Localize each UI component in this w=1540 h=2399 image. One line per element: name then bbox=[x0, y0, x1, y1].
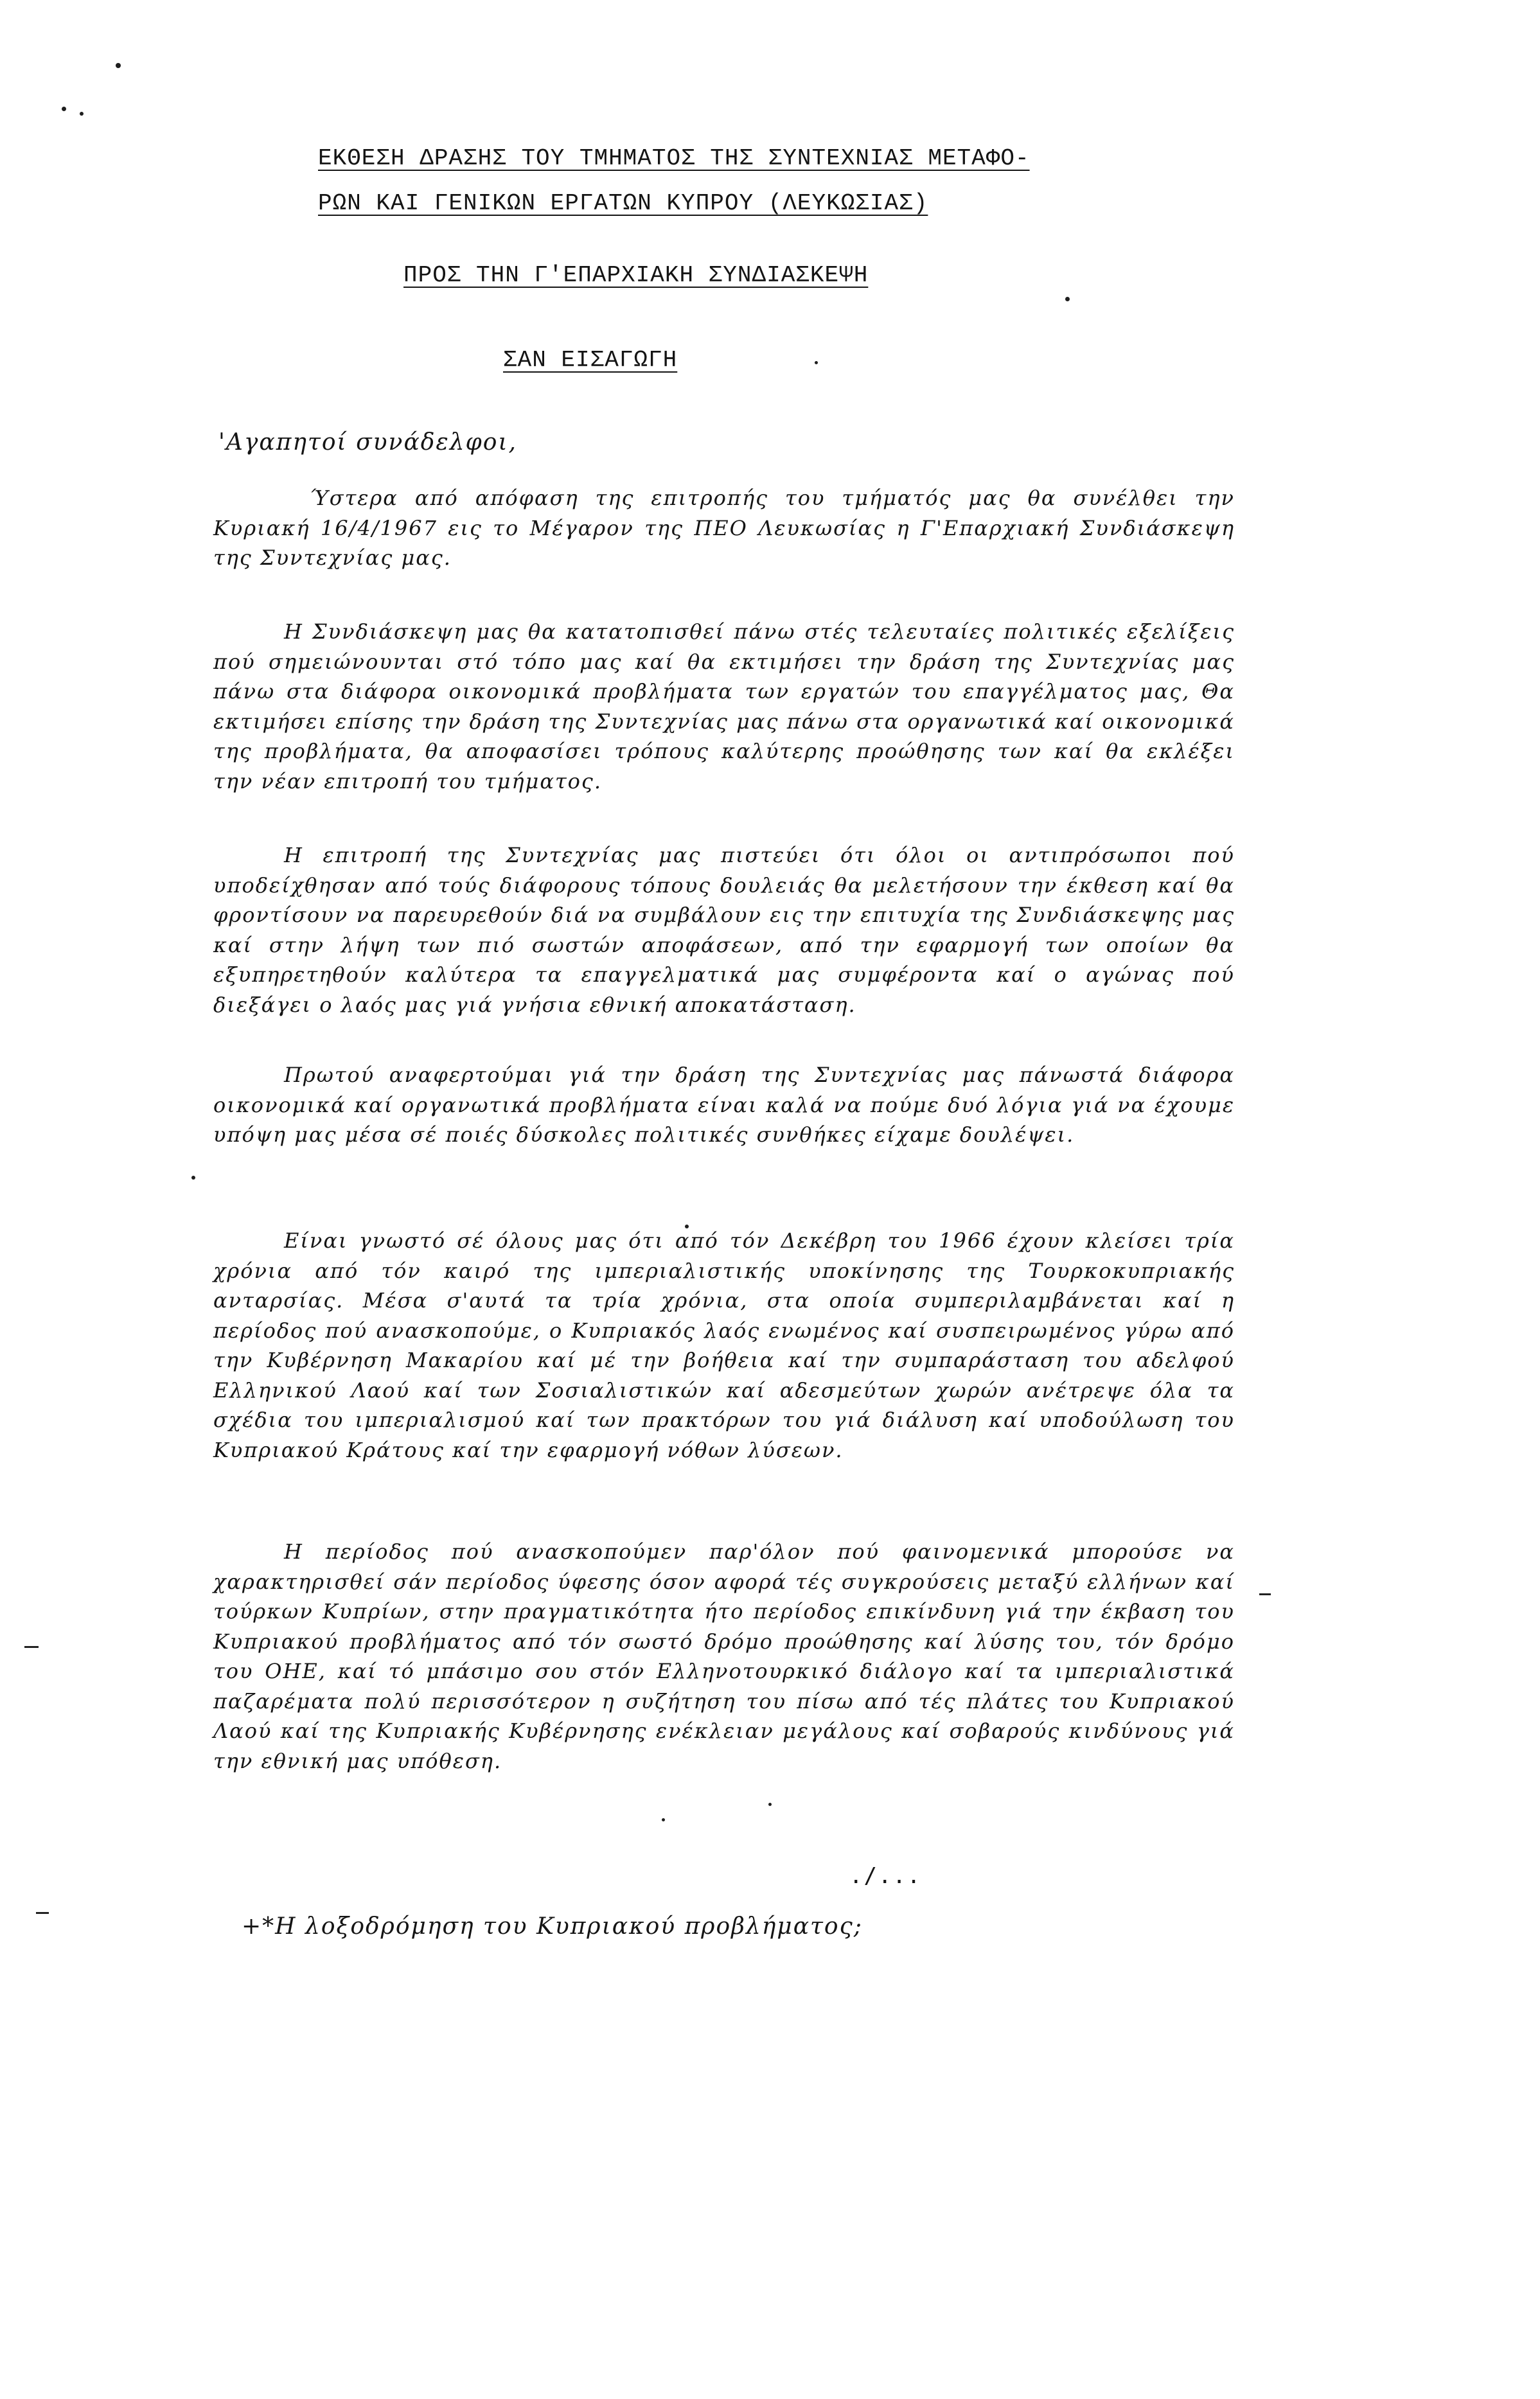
salutation: 'Αγαπητοί συνάδελφοι, bbox=[218, 429, 517, 456]
margin-mark bbox=[36, 1912, 49, 1914]
body-paragraph: Πρωτού αναφερτούμαι γιά την δράση της Συντεχνίας μας πάνωστά διάφορα οικονομικά καί οργανωτικά προβλήματα είναι καλά να πούμε δυό λόγια γιά να έχουμε υπόψη μας μέσα σέ ποιές δύσκολες πολιτικές συνθήκες είχαμε δουλέψει. bbox=[213, 1063, 1235, 1147]
scan-speck bbox=[685, 1225, 689, 1228]
scan-speck bbox=[62, 107, 66, 111]
margin-mark bbox=[1259, 1593, 1271, 1595]
continuation-mark: ./... bbox=[849, 1863, 922, 1889]
conference-heading: ΠΡΟΣ ΤΗΝ Γ'ΕΠΑΡΧΙΑΚΗ ΣΥΝΔΙΑΣΚΕΨΗ bbox=[403, 262, 869, 288]
report-title-line-2: ΡΩΝ ΚΑΙ ΓΕΝΙΚΩΝ ΕΡΓΑΤΩΝ ΚΥΠΡΟΥ (ΛΕΥΚΩΣΙΑΣ) bbox=[318, 190, 928, 217]
scan-speck bbox=[116, 63, 121, 68]
report-title-line-1: ΕΚΘΕΣΗ ΔΡΑΣΗΣ ΤΟΥ ΤΜΗΜΑΤΟΣ ΤΗΣ ΣΥΝΤΕΧΝΙΑΣ ΜΕΤΑΦΟ- bbox=[318, 145, 1030, 172]
scan-speck bbox=[1065, 297, 1070, 301]
next-section-heading: +*Η λοξοδρόμηση του Κυπριακού προβλήματος; bbox=[242, 1913, 863, 1940]
body-paragraph: Η επιτροπή της Συντεχνίας μας πιστεύει ότι όλοι οι αντιπρόσωποι πού υποδείχθησαν από τούς διάφορους τόπους δουλειάς θα μελετήσουν την έκθεση καί θα φροντίσουν να παρευρεθούν διά να συμβάλουν εις την επιτυχία της Συνδιάσκεψης μας καί στην λήψη των πιό σωστών αποφάσεων, από την εφαρμογή των οποίων θα εξυπηρετηθούν καλύτερα τα επαγγελματικά μας συμφέροντα καί ο αγώνας πού διεξάγει ο λαός μας γιά γνήσια εθνική αποκατάσταση. bbox=[213, 843, 1235, 1017]
scan-speck bbox=[191, 1176, 195, 1180]
scan-speck bbox=[768, 1803, 772, 1806]
margin-mark bbox=[24, 1646, 39, 1648]
introduction-heading: ΣΑΝ ΕΙΣΑΓΩΓΗ bbox=[503, 347, 678, 373]
scan-speck bbox=[815, 361, 818, 364]
scan-speck bbox=[80, 112, 84, 116]
body-paragraph: Η Συνδιάσκεψη μας θα κατατοπισθεί πάνω στές τελευταίες πολιτικές εξελίξεις πού σημειώνουνται στό τόπο μας καί θα εκτιμήσει την δράση της Συντεχνίας μας πάνω στα διάφορα οικονομικά προβλήματα των εργατών του επαγγέλματος μας, Θα εκτιμήσει επίσης την δράση της Συντεχνίας μας πάνω στα οργανωτικά καί οικονομικά της προβλήματα, θα αποφασίσει τρόπους καλύτερης προώθησης των καί θα εκλέξει την νέαν επιτροπή του τμήματος. bbox=[213, 619, 1235, 793]
body-paragraph: Είναι γνωστό σέ όλους μας ότι από τόν Δεκέβρη του 1966 έχουν κλείσει τρία χρόνια από τόν καιρό της ιμπεριαλιστικής υποκίνησης της Τουρκοκυπριακής ανταρσίας. Μέσα σ'αυτά τα τρία χρόνια, στα οποία συμπεριλαμβάνεται καί η περίοδος πού ανασκοπούμε, ο Κυπριακός λαός ενωμένος καί συσπειρωμένος γύρω από την Κυβέρνηση Μακαρίου καί μέ την βοήθεια καί την συμπαράσταση του αδελφού Ελληνικού Λαού καί των Σοσιαλιστικών καί αδεσμεύτων χωρών ανέτρεψε όλα τα σχέδια του ιμπεριαλισμού καί των πρακτόρων του γιά διάλυση καί υποδούλωση του Κυπριακού Κράτους καί την εφαρμογή νόθων λύσεων. bbox=[213, 1228, 1235, 1462]
body-paragraph: Ύστερα από απόφαση της επιτροπής του τμήματός μας θα συνέλθει την Κυριακή 16/4/1967 εις το Μέγαρον της ΠΕΟ Λευκωσίας η Γ'Επαρχιακή Συνδιάσκεψη της Συντεχνίας μας. bbox=[213, 486, 1235, 570]
body-paragraph: Η περίοδος πού ανασκοπούμεν παρ'όλον πού φαινομενικά μπορούσε να χαρακτηρισθεί σάν περίοδος ύφεσης όσον αφορά τές συγκρούσεις μεταξύ ελλήνων καί τούρκων Κυπρίων, στην πραγματικότητα ήτο περίοδος επικίνδυνη γιά την έκβαση του Κυπριακού προβλήματος από τόν σωστό δρόμο προώθησης καί λύσης του, τόν δρόμο του ΟΗΕ, καί τό μπάσιμο σου στόν Ελληνοτουρκικό διάλογο καί τα ιμπεριαλιστικά παζαρέματα πολύ περισσότερον η συζήτηση του πίσω από τές πλάτες του Κυπριακού Λαού καί της Κυπριακής Κυβέρνησης ενέκλειαν μεγάλους καί σοβαρούς κινδύνους γιά την εθνική μας υπόθεση. bbox=[213, 1539, 1235, 1773]
scan-speck bbox=[662, 1818, 665, 1821]
